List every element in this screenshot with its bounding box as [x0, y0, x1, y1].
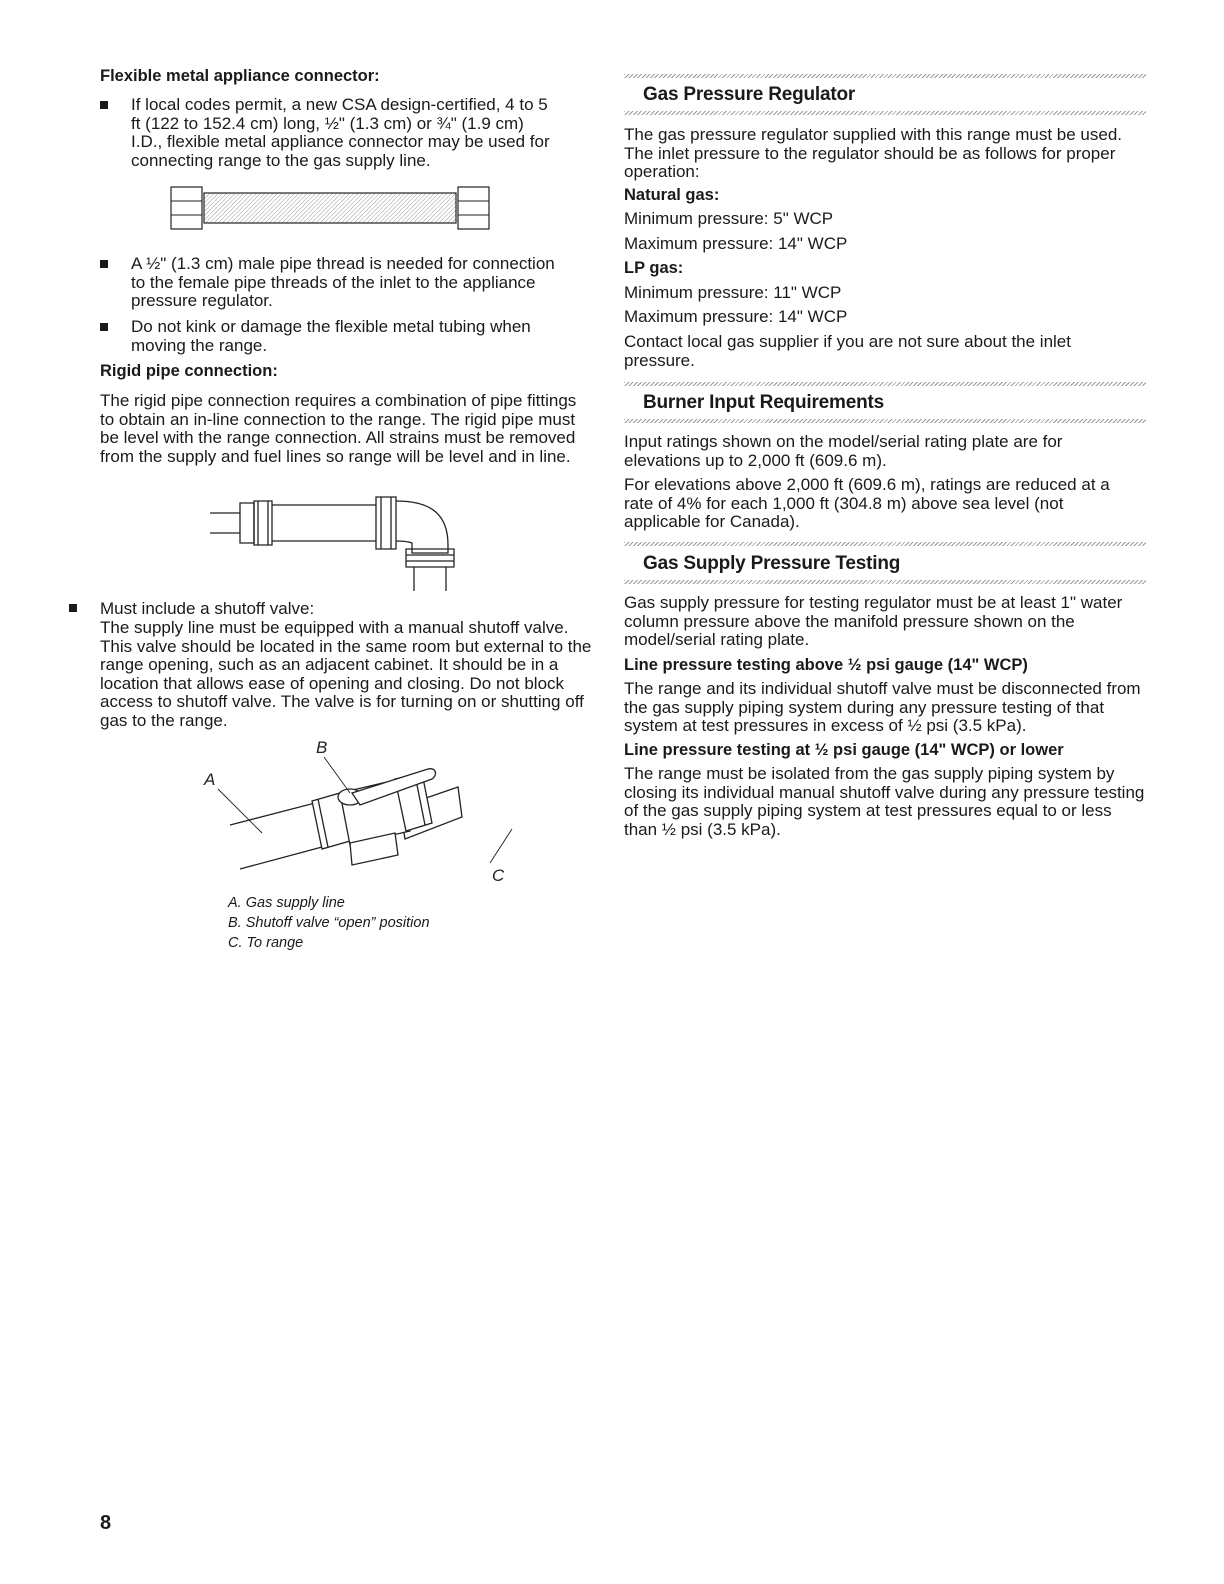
bullet-square-icon: [100, 101, 108, 109]
flex-connector-heading: Flexible metal appliance connector:: [100, 67, 380, 85]
section-divider: [624, 580, 1146, 584]
bullet-square-icon: [69, 604, 77, 612]
bullet-text: A ½" (1.3 cm) male pipe thread is needed for connection to the female pipe threads of the inlet to the appliance pressure regulator.: [131, 254, 555, 310]
section-divider: [624, 74, 1146, 78]
shutoff-valve-text: The supply line must be equipped with a manual shutoff valve. This valve should be located in the same room but external to the range opening, such as an adjacent cabinet. It should be in a location that allows ease of opening and closing. Do not block access to shutoff valve. The valve is for turning on or shutting off gas to the range.: [100, 618, 592, 730]
natural-gas-max: Maximum pressure: 14" WCP: [624, 234, 848, 253]
section-title-gas-pressure-regulator: Gas Pressure Regulator: [643, 84, 856, 105]
bullet-item: [100, 96, 570, 170]
caption-item: A. Gas supply line: [228, 895, 345, 911]
bullet-text: If local codes permit, a new CSA design-certified, 4 to 5 ft (122 to 152.4 cm) long, ½" (1.3 cm) or ¾" (1.9 cm) I.D., flexible metal appliance connector may be used for connecting range to the gas supply line.: [131, 95, 550, 170]
burner-paragraph: For elevations above 2,000 ft (609.6 m), ratings are reduced at a rate of 4% for each 1,000 ft (304.8 m) above sea level (not applicable for Canada).: [624, 475, 1110, 531]
regulator-contact: Contact local gas supplier if you are not sure about the inlet pressure.: [624, 332, 1071, 370]
flexible-connector-illustration: [170, 186, 490, 232]
section-title-pressure-testing: Gas Supply Pressure Testing: [643, 553, 901, 574]
caption-item: B. Shutoff valve “open” position: [228, 915, 430, 931]
lp-gas-min: Minimum pressure: 11" WCP: [624, 283, 842, 302]
testing-above-heading: Line pressure testing above ½ psi gauge (14" WCP): [624, 656, 1028, 674]
rigid-pipe-heading: Rigid pipe connection:: [100, 362, 278, 380]
valve-label-c: C: [492, 866, 505, 885]
shutoff-valve-title: Must include a shutoff valve:: [100, 599, 315, 618]
bullet-square-icon: [100, 260, 108, 268]
natural-gas-heading: Natural gas:: [624, 186, 720, 204]
rigid-pipe-text: The rigid pipe connection requires a combination of pipe fittings to obtain an in-line connection to the range. The rigid pipe must be level with the range connection. All strains must be removed from the supply and fuel lines so range will be level and in line.: [100, 391, 577, 466]
lp-gas-heading: LP gas:: [624, 259, 684, 277]
rigid-pipe-illustration: [200, 493, 470, 593]
valve-label-b: B: [316, 738, 328, 757]
section-divider: [624, 542, 1146, 546]
valve-label-a: A: [204, 770, 216, 789]
shutoff-valve-illustration: [200, 735, 570, 885]
testing-below-heading: Line pressure testing at ½ psi gauge (14" WCP) or lower: [624, 741, 1064, 759]
section-divider: [624, 382, 1146, 386]
caption-item: C. To range: [228, 935, 304, 951]
section-divider: [624, 419, 1146, 423]
valve-captions: [228, 893, 430, 953]
burner-paragraph: Input ratings shown on the model/serial rating plate are for elevations up to 2,000 ft (609.6 m).: [624, 432, 1063, 470]
bullet-item: [100, 318, 570, 355]
bullet-square-icon: [100, 323, 108, 331]
bullet-item: [100, 255, 570, 310]
testing-intro: Gas supply pressure for testing regulator must be at least 1" water column pressure above the manifold pressure shown on the model/serial rating plate.: [624, 593, 1123, 649]
testing-above-text: The range and its individual shutoff valve must be disconnected from the gas supply piping system during any pressure testing of that system at test pressures in excess of ½ psi (3.5 kPa).: [624, 679, 1141, 735]
bullet-text: Do not kink or damage the flexible metal tubing when moving the range.: [131, 317, 531, 355]
section-divider: [624, 111, 1146, 115]
testing-below-text: The range must be isolated from the gas supply piping system by closing its individual manual shutoff valve during any pressure testing of the gas supply piping system at test pressures equal to or less than ½ psi (3.5 kPa).: [624, 764, 1145, 839]
lp-gas-max: Maximum pressure: 14" WCP: [624, 307, 848, 326]
section-title-burner-input: Burner Input Requirements: [643, 392, 884, 413]
page-number: 8: [100, 1512, 112, 1534]
natural-gas-min: Minimum pressure: 5" WCP: [624, 209, 834, 228]
regulator-intro: The gas pressure regulator supplied with this range must be used. The inlet pressure to the regulator should be as follows for proper operation:: [624, 125, 1122, 181]
